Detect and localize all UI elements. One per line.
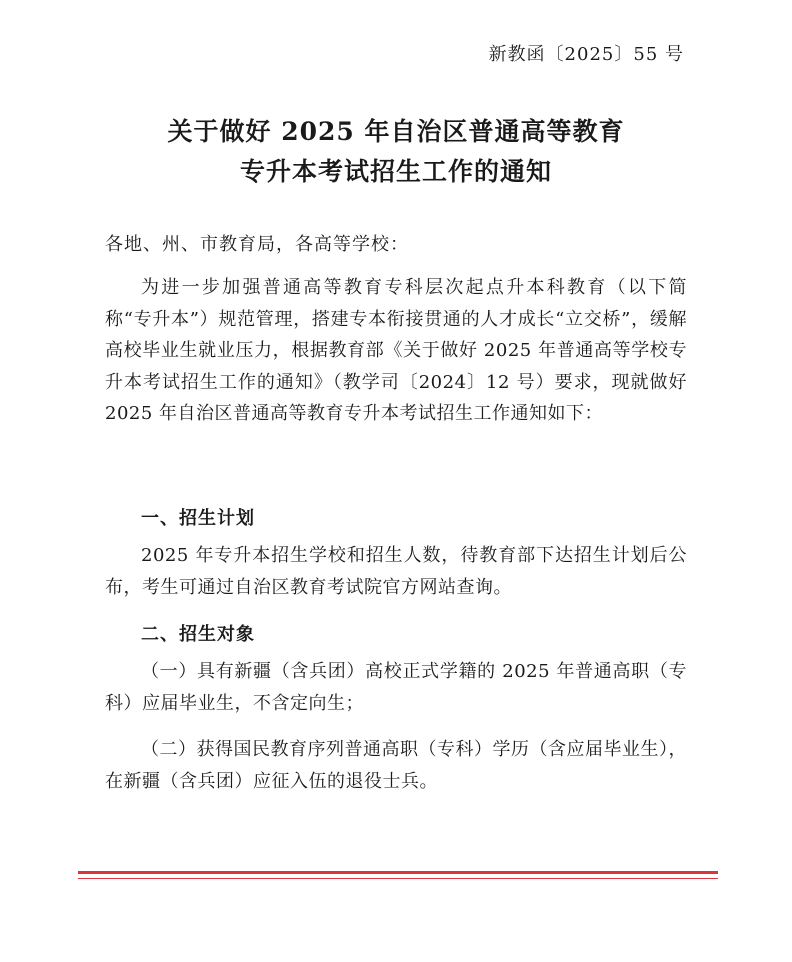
section-heading-plan: 一、招生计划 — [141, 508, 255, 529]
target-paragraph-2: （二）获得国民教育序列普通高职（专科）学历（含应届毕业生），在新疆（含兵团）应征入伍的退役士兵。 — [105, 739, 687, 792]
section-heading-target: 二、招生对象 — [141, 624, 255, 645]
intro-paragraph: 为进一步加强普通高等教育专科层次起点升本科教育（以下简称“专升本”）规范管理，搭建专本衔接贯通的人才成长“立交桥”，缓解高校毕业生就业压力，根据教育部《关于做好 2025 年普通高等学校专升本考试招生工作的通知》（教学司〔2024〕12 号）要求，现就做好 2025 年自治区普通高等教育专升本考试招生工作通知如下： — [105, 277, 687, 424]
addressee: 各地、州、市教育局，各高等学校： — [105, 234, 409, 255]
red-divider-thick — [78, 871, 718, 874]
document-title-line-2: 专升本考试招生工作的通知 — [239, 157, 552, 186]
plan-paragraph: 2025 年专升本招生学校和招生人数，待教育部下达招生计划后公布，考生可通过自治区教育考试院官方网站查询。 — [105, 545, 687, 598]
document-title-line-1: 关于做好 2025 年自治区普通高等教育 — [167, 117, 625, 146]
red-divider-thin — [78, 878, 718, 879]
target-paragraph-1: （一）具有新疆（含兵团）高校正式学籍的 2025 年普通高职（专科）应届毕业生，不含定向生； — [105, 661, 687, 714]
document-number: 新教函〔2025〕55 号 — [488, 44, 684, 65]
